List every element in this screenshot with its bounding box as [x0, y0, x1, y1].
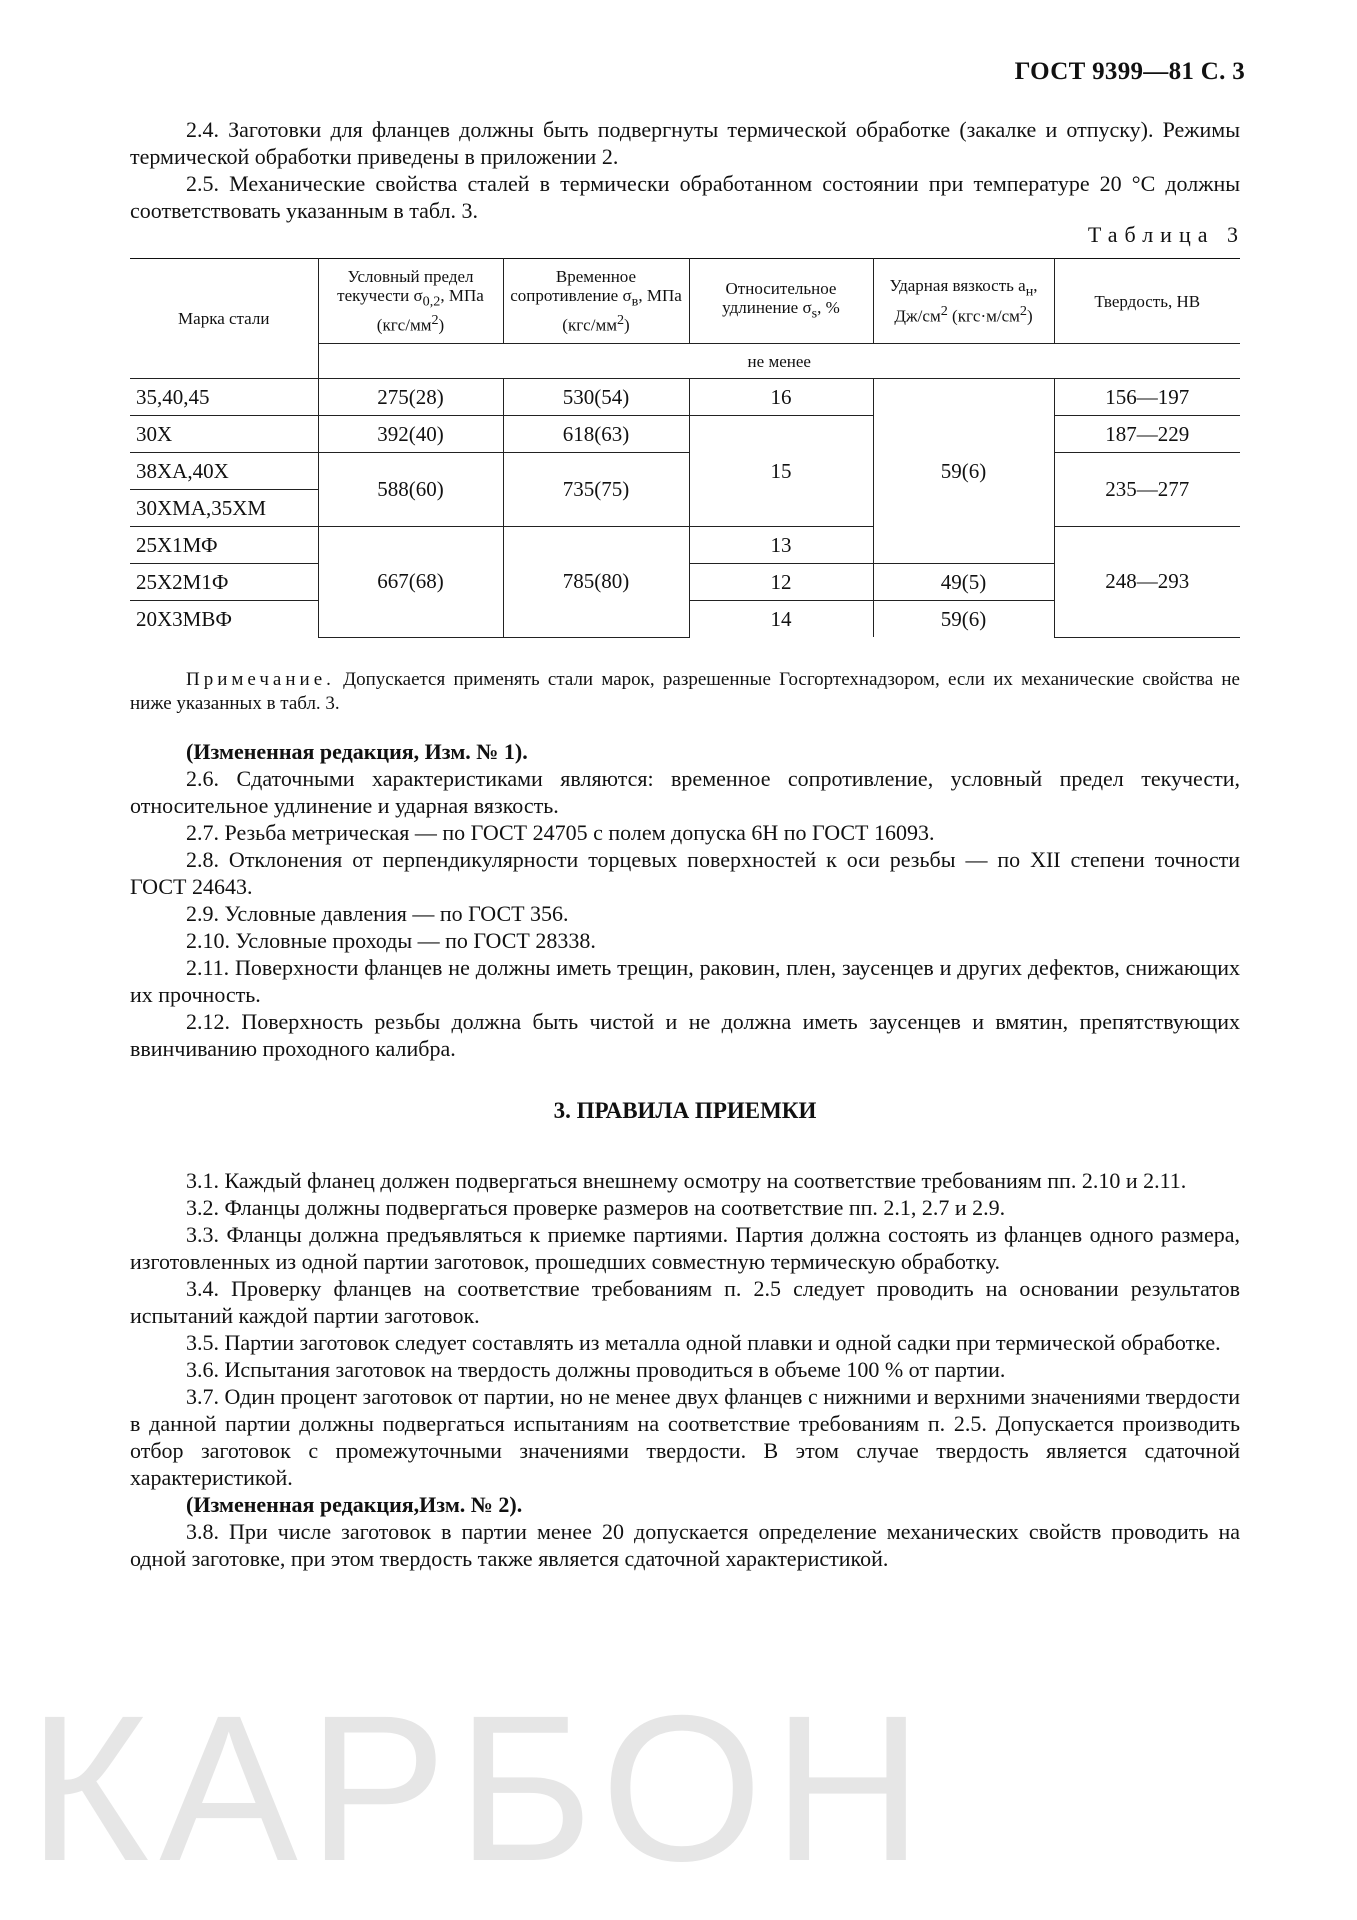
paragraph-3-1: 3.1. Каждый фланец должен подвергаться внешнему осмотру на соответствие требованиям пп. 2.10 и 2.11. [186, 1168, 1187, 1193]
table-row [130, 453, 1240, 490]
paragraph-2-7: 2.7. Резьба метрическая — по ГОСТ 24705 с полем допуска 6Н по ГОСТ 16093. [186, 820, 935, 845]
cell-steel: 30Х [130, 416, 318, 453]
cell-tensile: 530(54) [503, 379, 689, 416]
section-3-text [130, 1167, 1240, 1572]
revision-note-2: (Измененная редакция,Изм. № 2). [186, 1492, 523, 1517]
cell-hardness: 235—277 [1054, 453, 1240, 527]
cell-steel: 38ХА,40Х [130, 453, 318, 490]
paragraph-3-5: 3.5. Партии заготовок следует составлять из металла одной плавки и одной садки при термической обработке. [186, 1330, 1221, 1355]
mechanical-properties-table [130, 258, 1240, 638]
paragraph-3-7: 3.7. Один процент заготовок от партии, но не менее двух фланцев с нижними и верхними значениями твердости в данной партии должны подвергаться испытаниям на соответствие требованиям п. 2.5. Допускается производить отбор заготовок с промежуточными значениями твердости. В этом случае твердость является сдаточной характеристикой. [130, 1384, 1241, 1490]
table-row [130, 416, 1240, 453]
cell-elongation: 13 [689, 527, 873, 564]
table-caption: Таблица 3 [1087, 222, 1245, 247]
paragraph-3-6: 3.6. Испытания заготовок на твердость должны проводиться в объеме 100 % от партии. [186, 1357, 1006, 1382]
header-hardness: Твердость, НВ [1054, 259, 1240, 344]
cell-hardness: 187—229 [1054, 416, 1240, 453]
paragraph-2-10: 2.10. Условные проходы — по ГОСТ 28338. [186, 928, 596, 953]
revision-note-1: (Измененная редакция, Изм. № 1). [186, 739, 528, 764]
paragraph-3-8: 3.8. При числе заготовок в партии менее 20 допускается определение механических свойств проводить на одной заготовке, при этом твердость также является сдаточной характеристикой. [130, 1519, 1240, 1571]
table-note [130, 668, 1240, 716]
table-row [130, 527, 1240, 564]
cell-elongation: 15 [689, 416, 873, 527]
paragraph-2-5: 2.5. Механические свойства сталей в термически обработанном состоянии при температуре 20 °С должны соответствовать указанным в табл. 3. [130, 171, 1240, 223]
section-2-text [130, 738, 1240, 1062]
watermark: КАРБОН [28, 1673, 933, 1905]
header-steel-grade: Марка стали [130, 259, 318, 379]
note-label: Примечание. [186, 669, 335, 690]
cell-tensile: 618(63) [503, 416, 689, 453]
paragraph-2-6: 2.6. Сдаточными характеристиками являются: временное сопротивление, условный предел текучести, относительное удлинение и ударная вязкость. [130, 766, 1240, 818]
paragraph-2-4: 2.4. Заготовки для фланцев должны быть подвергнуты термической обработке (закалке и отпуску). Режимы термической обработки приведены в приложении 2. [130, 117, 1240, 169]
cell-tensile: 735(75) [503, 453, 689, 527]
cell-elongation: 14 [689, 601, 873, 638]
paragraph-3-4: 3.4. Проверку фланцев на соответствие требованиям п. 2.5 следует проводить на основании результатов испытаний каждой партии заготовок. [130, 1276, 1240, 1328]
cell-tensile: 785(80) [503, 527, 689, 638]
header-tensile-strength: Временное сопротивление $\sigma_в$, МПа $(кгс/мм^2)$ [503, 259, 689, 344]
paragraph-2-11: 2.11. Поверхности фланцев не должны иметь трещин, раковин, плен, заусенцев и других дефектов, снижающих их прочность. [130, 955, 1240, 1007]
table-row [130, 379, 1240, 416]
intro-text [130, 116, 1240, 224]
cell-impact: 49(5) [873, 564, 1054, 601]
page-header: ГОСТ 9399—81 С. 3 [1014, 58, 1245, 85]
cell-impact: 59(6) [873, 379, 1054, 564]
cell-elongation: 16 [689, 379, 873, 416]
cell-steel: 25Х2М1Ф [130, 564, 318, 601]
header-min-note: не менее [318, 344, 1240, 379]
cell-yield: 392(40) [318, 416, 503, 453]
cell-yield: 275(28) [318, 379, 503, 416]
cell-steel: 35,40,45 [130, 379, 318, 416]
header-elongation: Относительное удлинение $\sigma_s$, % [689, 259, 873, 344]
cell-steel: 25Х1МФ [130, 527, 318, 564]
paragraph-2-9: 2.9. Условные давления — по ГОСТ 356. [186, 901, 569, 926]
cell-steel: 30ХМА,35ХМ [130, 490, 318, 527]
cell-yield: 588(60) [318, 453, 503, 527]
cell-elongation: 12 [689, 564, 873, 601]
note-text: Допускается применять стали марок, разрешенные Госгортехнадзором, если их механические свойства не ниже указанных в табл. 3. [130, 669, 1240, 714]
paragraph-2-12: 2.12. Поверхность резьбы должна быть чистой и не должна иметь заусенцев и вмятин, препятствующих ввинчиванию проходного калибра. [130, 1009, 1240, 1061]
section-3-title: 3. ПРАВИЛА ПРИЕМКИ [553, 1098, 817, 1123]
header-impact-strength: Ударная вязкость $a_н$, $Дж/см^2$ $(кгс\cdot м/см^2)$ [873, 259, 1054, 344]
cell-yield: 667(68) [318, 527, 503, 638]
cell-impact: 59(6) [873, 601, 1054, 638]
cell-steel: 20Х3МВФ [130, 601, 318, 638]
cell-hardness: 156—197 [1054, 379, 1240, 416]
header-yield-strength: Условный предел текучести $\sigma_{0,2}$, МПа $(кгс/мм^2)$ [318, 259, 503, 344]
cell-hardness: 248—293 [1054, 527, 1240, 638]
paragraph-3-2: 3.2. Фланцы должны подвергаться проверке размеров на соответствие пп. 2.1, 2.7 и 2.9. [186, 1195, 1006, 1220]
paragraph-2-8: 2.8. Отклонения от перпендикулярности торцевых поверхностей к оси резьбы — по XII степени точности ГОСТ 24643. [130, 847, 1240, 899]
paragraph-3-3: 3.3. Фланцы должна предъявляться к приемке партиями. Партия должна состоять из фланцев одного размера, изготовленных из одной партии заготовок, прошедших совместную термическую обработку. [130, 1222, 1240, 1274]
